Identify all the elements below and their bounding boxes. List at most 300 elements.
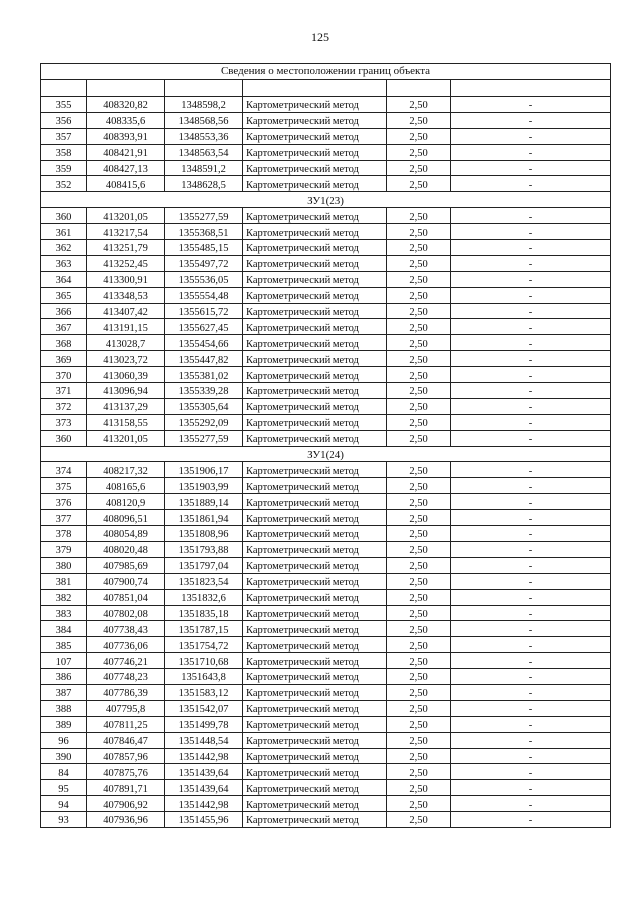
method-cell: Картометрический метод [243, 383, 387, 399]
note-cell: - [451, 669, 611, 685]
accuracy-cell: 2,50 [387, 796, 451, 812]
spacer-cell [451, 80, 611, 97]
y-coordinate-cell: 1348563,54 [165, 144, 243, 160]
x-coordinate-cell: 407900,74 [87, 573, 165, 589]
note-cell: - [451, 176, 611, 192]
table-row [41, 224, 611, 240]
point-number-cell: 376 [41, 494, 87, 510]
note-cell: - [451, 557, 611, 573]
accuracy-cell: 2,50 [387, 653, 451, 669]
point-number-cell: 107 [41, 653, 87, 669]
accuracy-cell: 2,50 [387, 367, 451, 383]
page-number: 125 [311, 30, 329, 44]
accuracy-cell: 2,50 [387, 97, 451, 113]
method-cell: Картометрический метод [243, 208, 387, 224]
note-cell: - [451, 97, 611, 113]
note-cell: - [451, 605, 611, 621]
x-coordinate-cell: 408415,6 [87, 176, 165, 192]
point-number-cell: 377 [41, 510, 87, 526]
note-cell: - [451, 637, 611, 653]
table-row [41, 669, 611, 685]
x-coordinate-cell: 413407,42 [87, 303, 165, 319]
x-coordinate-cell: 407736,06 [87, 637, 165, 653]
note-cell: - [451, 367, 611, 383]
table-row [41, 255, 611, 271]
method-cell: Картометрический метод [243, 144, 387, 160]
note-cell: - [451, 255, 611, 271]
point-number-cell: 366 [41, 303, 87, 319]
accuracy-cell: 2,50 [387, 780, 451, 796]
table-row [41, 716, 611, 732]
table-row [41, 367, 611, 383]
method-cell: Картометрический метод [243, 637, 387, 653]
y-coordinate-cell: 1355447,82 [165, 351, 243, 367]
method-cell: Картометрический метод [243, 589, 387, 605]
x-coordinate-cell: 407786,39 [87, 684, 165, 700]
x-coordinate-cell: 413201,05 [87, 430, 165, 446]
y-coordinate-cell: 1355339,28 [165, 383, 243, 399]
spacer-cell [165, 80, 243, 97]
point-number-cell: 361 [41, 224, 87, 240]
note-cell: - [451, 716, 611, 732]
point-number-cell: 381 [41, 573, 87, 589]
x-coordinate-cell: 407811,25 [87, 716, 165, 732]
point-number-cell: 383 [41, 605, 87, 621]
y-coordinate-cell: 1355615,72 [165, 303, 243, 319]
method-cell: Картометрический метод [243, 176, 387, 192]
accuracy-cell: 2,50 [387, 573, 451, 589]
x-coordinate-cell: 408335,6 [87, 112, 165, 128]
method-cell: Картометрический метод [243, 700, 387, 716]
y-coordinate-cell: 1351439,64 [165, 780, 243, 796]
table-row [41, 541, 611, 557]
y-coordinate-cell: 1351797,04 [165, 557, 243, 573]
point-number-cell: 387 [41, 684, 87, 700]
table-row [41, 637, 611, 653]
method-cell: Картометрический метод [243, 240, 387, 256]
accuracy-cell: 2,50 [387, 176, 451, 192]
point-number-cell: 95 [41, 780, 87, 796]
table-row [41, 287, 611, 303]
y-coordinate-cell: 1355536,05 [165, 271, 243, 287]
table-row [41, 240, 611, 256]
method-cell: Картометрический метод [243, 128, 387, 144]
table-row [41, 605, 611, 621]
table-row [41, 351, 611, 367]
accuracy-cell: 2,50 [387, 557, 451, 573]
accuracy-cell: 2,50 [387, 732, 451, 748]
accuracy-cell: 2,50 [387, 541, 451, 557]
table-spacer-row [41, 80, 611, 97]
table-row [41, 796, 611, 812]
method-cell: Картометрический метод [243, 271, 387, 287]
table-row [41, 653, 611, 669]
y-coordinate-cell: 1348553,36 [165, 128, 243, 144]
table-row [41, 160, 611, 176]
method-cell: Картометрический метод [243, 573, 387, 589]
accuracy-cell: 2,50 [387, 494, 451, 510]
x-coordinate-cell: 408320,82 [87, 97, 165, 113]
accuracy-cell: 2,50 [387, 462, 451, 478]
y-coordinate-cell: 1351643,8 [165, 669, 243, 685]
method-cell: Картометрический метод [243, 812, 387, 828]
spacer-cell [387, 80, 451, 97]
method-cell: Картометрический метод [243, 748, 387, 764]
y-coordinate-cell: 1355368,51 [165, 224, 243, 240]
table-row [41, 303, 611, 319]
table-row [41, 700, 611, 716]
table-row [41, 430, 611, 446]
accuracy-cell: 2,50 [387, 748, 451, 764]
note-cell: - [451, 780, 611, 796]
y-coordinate-cell: 1351903,99 [165, 478, 243, 494]
table-row [41, 494, 611, 510]
y-coordinate-cell: 1351832,6 [165, 589, 243, 605]
y-coordinate-cell: 1351710,68 [165, 653, 243, 669]
y-coordinate-cell: 1348628,5 [165, 176, 243, 192]
y-coordinate-cell: 1355497,72 [165, 255, 243, 271]
y-coordinate-cell: 1351787,15 [165, 621, 243, 637]
y-coordinate-cell: 1355277,59 [165, 430, 243, 446]
accuracy-cell: 2,50 [387, 812, 451, 828]
method-cell: Картометрический метод [243, 414, 387, 430]
x-coordinate-cell: 407748,23 [87, 669, 165, 685]
table-row [41, 589, 611, 605]
method-cell: Картометрический метод [243, 796, 387, 812]
y-coordinate-cell: 1355485,15 [165, 240, 243, 256]
method-cell: Картометрический метод [243, 605, 387, 621]
method-cell: Картометрический метод [243, 255, 387, 271]
point-number-cell: 356 [41, 112, 87, 128]
accuracy-cell: 2,50 [387, 637, 451, 653]
method-cell: Картометрический метод [243, 732, 387, 748]
point-number-cell: 389 [41, 716, 87, 732]
note-cell: - [451, 478, 611, 494]
method-cell: Картометрический метод [243, 716, 387, 732]
accuracy-cell: 2,50 [387, 160, 451, 176]
point-number-cell: 360 [41, 208, 87, 224]
method-cell: Картометрический метод [243, 780, 387, 796]
y-coordinate-cell: 1355454,66 [165, 335, 243, 351]
point-number-cell: 388 [41, 700, 87, 716]
accuracy-cell: 2,50 [387, 144, 451, 160]
note-cell: - [451, 430, 611, 446]
y-coordinate-cell: 1351906,17 [165, 462, 243, 478]
table-row [41, 573, 611, 589]
point-number-cell: 93 [41, 812, 87, 828]
method-cell: Картометрический метод [243, 112, 387, 128]
x-coordinate-cell: 413201,05 [87, 208, 165, 224]
note-cell: - [451, 351, 611, 367]
method-cell: Картометрический метод [243, 287, 387, 303]
y-coordinate-cell: 1351455,96 [165, 812, 243, 828]
y-coordinate-cell: 1348568,56 [165, 112, 243, 128]
parcel-group-label: ЗУ1(24) [41, 446, 611, 462]
accuracy-cell: 2,50 [387, 128, 451, 144]
table-title-row [41, 64, 611, 80]
accuracy-cell: 2,50 [387, 335, 451, 351]
y-coordinate-cell: 1351793,88 [165, 541, 243, 557]
note-cell: - [451, 764, 611, 780]
x-coordinate-cell: 408054,89 [87, 526, 165, 542]
method-cell: Картометрический метод [243, 684, 387, 700]
method-cell: Картометрический метод [243, 764, 387, 780]
method-cell: Картометрический метод [243, 653, 387, 669]
method-cell: Картометрический метод [243, 224, 387, 240]
method-cell: Картометрический метод [243, 494, 387, 510]
x-coordinate-cell: 413023,72 [87, 351, 165, 367]
point-number-cell: 368 [41, 335, 87, 351]
note-cell: - [451, 573, 611, 589]
point-number-cell: 364 [41, 271, 87, 287]
point-number-cell: 385 [41, 637, 87, 653]
y-coordinate-cell: 1351583,12 [165, 684, 243, 700]
point-number-cell: 352 [41, 176, 87, 192]
table-row [41, 128, 611, 144]
x-coordinate-cell: 413251,79 [87, 240, 165, 256]
method-cell: Картометрический метод [243, 621, 387, 637]
y-coordinate-cell: 1351442,98 [165, 748, 243, 764]
boundary-coordinates-table [40, 63, 611, 828]
x-coordinate-cell: 413217,54 [87, 224, 165, 240]
x-coordinate-cell: 407875,76 [87, 764, 165, 780]
y-coordinate-cell: 1351439,64 [165, 764, 243, 780]
spacer-cell [87, 80, 165, 97]
point-number-cell: 358 [41, 144, 87, 160]
table-row [41, 383, 611, 399]
table-row [41, 97, 611, 113]
table-row [41, 462, 611, 478]
note-cell: - [451, 748, 611, 764]
point-number-cell: 362 [41, 240, 87, 256]
x-coordinate-cell: 413300,91 [87, 271, 165, 287]
x-coordinate-cell: 407802,08 [87, 605, 165, 621]
y-coordinate-cell: 1351448,54 [165, 732, 243, 748]
table-row [41, 812, 611, 828]
accuracy-cell: 2,50 [387, 700, 451, 716]
x-coordinate-cell: 407738,43 [87, 621, 165, 637]
x-coordinate-cell: 407891,71 [87, 780, 165, 796]
accuracy-cell: 2,50 [387, 764, 451, 780]
note-cell: - [451, 271, 611, 287]
table-row [41, 319, 611, 335]
accuracy-cell: 2,50 [387, 398, 451, 414]
accuracy-cell: 2,50 [387, 208, 451, 224]
note-cell: - [451, 160, 611, 176]
method-cell: Картометрический метод [243, 541, 387, 557]
y-coordinate-cell: 1355305,64 [165, 398, 243, 414]
spacer-cell [41, 80, 87, 97]
note-cell: - [451, 510, 611, 526]
accuracy-cell: 2,50 [387, 351, 451, 367]
note-cell: - [451, 700, 611, 716]
x-coordinate-cell: 407795,8 [87, 700, 165, 716]
accuracy-cell: 2,50 [387, 224, 451, 240]
table-row [41, 526, 611, 542]
y-coordinate-cell: 1351808,96 [165, 526, 243, 542]
x-coordinate-cell: 408393,91 [87, 128, 165, 144]
x-coordinate-cell: 407906,92 [87, 796, 165, 812]
y-coordinate-cell: 1351889,14 [165, 494, 243, 510]
accuracy-cell: 2,50 [387, 621, 451, 637]
note-cell: - [451, 621, 611, 637]
method-cell: Картометрический метод [243, 526, 387, 542]
y-coordinate-cell: 1355627,45 [165, 319, 243, 335]
table-row [41, 764, 611, 780]
table-row [41, 748, 611, 764]
x-coordinate-cell: 407936,96 [87, 812, 165, 828]
y-coordinate-cell: 1348598,2 [165, 97, 243, 113]
table-row [41, 112, 611, 128]
note-cell: - [451, 684, 611, 700]
method-cell: Картометрический метод [243, 351, 387, 367]
accuracy-cell: 2,50 [387, 319, 451, 335]
y-coordinate-cell: 1351835,18 [165, 605, 243, 621]
note-cell: - [451, 112, 611, 128]
note-cell: - [451, 335, 611, 351]
x-coordinate-cell: 413060,39 [87, 367, 165, 383]
accuracy-cell: 2,50 [387, 510, 451, 526]
method-cell: Картометрический метод [243, 557, 387, 573]
table-row [41, 176, 611, 192]
point-number-cell: 369 [41, 351, 87, 367]
x-coordinate-cell: 407851,04 [87, 589, 165, 605]
method-cell: Картометрический метод [243, 367, 387, 383]
y-coordinate-cell: 1348591,2 [165, 160, 243, 176]
point-number-cell: 379 [41, 541, 87, 557]
point-number-cell: 374 [41, 462, 87, 478]
point-number-cell: 359 [41, 160, 87, 176]
note-cell: - [451, 319, 611, 335]
x-coordinate-cell: 413137,29 [87, 398, 165, 414]
table-row [41, 414, 611, 430]
point-number-cell: 360 [41, 430, 87, 446]
y-coordinate-cell: 1351499,78 [165, 716, 243, 732]
accuracy-cell: 2,50 [387, 605, 451, 621]
point-number-cell: 372 [41, 398, 87, 414]
x-coordinate-cell: 413028,7 [87, 335, 165, 351]
note-cell: - [451, 526, 611, 542]
accuracy-cell: 2,50 [387, 112, 451, 128]
point-number-cell: 390 [41, 748, 87, 764]
y-coordinate-cell: 1355292,09 [165, 414, 243, 430]
accuracy-cell: 2,50 [387, 303, 451, 319]
accuracy-cell: 2,50 [387, 414, 451, 430]
point-number-cell: 371 [41, 383, 87, 399]
accuracy-cell: 2,50 [387, 716, 451, 732]
point-number-cell: 94 [41, 796, 87, 812]
table-row [41, 732, 611, 748]
y-coordinate-cell: 1351542,07 [165, 700, 243, 716]
note-cell: - [451, 653, 611, 669]
note-cell: - [451, 414, 611, 430]
x-coordinate-cell: 408217,32 [87, 462, 165, 478]
accuracy-cell: 2,50 [387, 240, 451, 256]
point-number-cell: 355 [41, 97, 87, 113]
x-coordinate-cell: 407746,21 [87, 653, 165, 669]
accuracy-cell: 2,50 [387, 271, 451, 287]
point-number-cell: 84 [41, 764, 87, 780]
y-coordinate-cell: 1351861,94 [165, 510, 243, 526]
note-cell: - [451, 383, 611, 399]
method-cell: Картометрический метод [243, 319, 387, 335]
accuracy-cell: 2,50 [387, 589, 451, 605]
x-coordinate-cell: 413096,94 [87, 383, 165, 399]
point-number-cell: 367 [41, 319, 87, 335]
method-cell: Картометрический метод [243, 669, 387, 685]
table-row [41, 478, 611, 494]
note-cell: - [451, 812, 611, 828]
x-coordinate-cell: 408165,6 [87, 478, 165, 494]
table-row [41, 398, 611, 414]
x-coordinate-cell: 407857,96 [87, 748, 165, 764]
point-number-cell: 365 [41, 287, 87, 303]
method-cell: Картометрический метод [243, 478, 387, 494]
method-cell: Картометрический метод [243, 335, 387, 351]
accuracy-cell: 2,50 [387, 287, 451, 303]
y-coordinate-cell: 1351823,54 [165, 573, 243, 589]
note-cell: - [451, 240, 611, 256]
y-coordinate-cell: 1355381,02 [165, 367, 243, 383]
method-cell: Картометрический метод [243, 462, 387, 478]
point-number-cell: 357 [41, 128, 87, 144]
table-row [41, 621, 611, 637]
method-cell: Картометрический метод [243, 510, 387, 526]
y-coordinate-cell: 1351442,98 [165, 796, 243, 812]
note-cell: - [451, 128, 611, 144]
table-row [41, 510, 611, 526]
accuracy-cell: 2,50 [387, 383, 451, 399]
x-coordinate-cell: 413191,15 [87, 319, 165, 335]
y-coordinate-cell: 1355554,48 [165, 287, 243, 303]
accuracy-cell: 2,50 [387, 478, 451, 494]
table-row [41, 557, 611, 573]
table-row [41, 780, 611, 796]
table-row [41, 271, 611, 287]
point-number-cell: 370 [41, 367, 87, 383]
note-cell: - [451, 398, 611, 414]
note-cell: - [451, 462, 611, 478]
point-number-cell: 386 [41, 669, 87, 685]
table-row [41, 208, 611, 224]
method-cell: Картометрический метод [243, 398, 387, 414]
x-coordinate-cell: 408120,9 [87, 494, 165, 510]
point-number-cell: 382 [41, 589, 87, 605]
accuracy-cell: 2,50 [387, 255, 451, 271]
parcel-group-label: ЗУ1(23) [41, 192, 611, 208]
spacer-cell [243, 80, 387, 97]
accuracy-cell: 2,50 [387, 669, 451, 685]
note-cell: - [451, 494, 611, 510]
point-number-cell: 378 [41, 526, 87, 542]
x-coordinate-cell: 413252,45 [87, 255, 165, 271]
note-cell: - [451, 287, 611, 303]
x-coordinate-cell: 408096,51 [87, 510, 165, 526]
note-cell: - [451, 796, 611, 812]
x-coordinate-cell: 408020,48 [87, 541, 165, 557]
accuracy-cell: 2,50 [387, 430, 451, 446]
method-cell: Картометрический метод [243, 430, 387, 446]
y-coordinate-cell: 1355277,59 [165, 208, 243, 224]
note-cell: - [451, 208, 611, 224]
accuracy-cell: 2,50 [387, 526, 451, 542]
point-number-cell: 373 [41, 414, 87, 430]
table-row [41, 684, 611, 700]
accuracy-cell: 2,50 [387, 684, 451, 700]
x-coordinate-cell: 413158,55 [87, 414, 165, 430]
parcel-group-row [41, 446, 611, 462]
note-cell: - [451, 732, 611, 748]
